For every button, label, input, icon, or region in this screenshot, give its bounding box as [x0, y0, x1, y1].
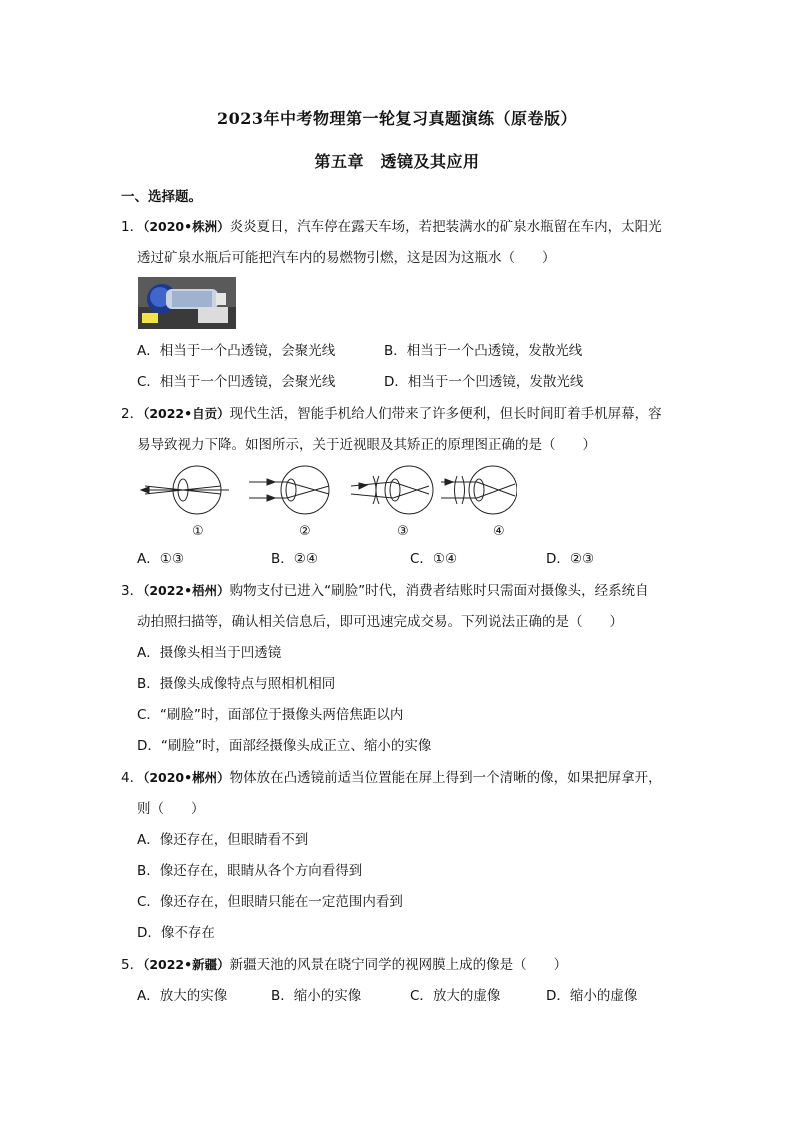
section-heading: 一、选择题。: [121, 189, 202, 205]
question-source: （2022•梧州）: [143, 583, 230, 598]
question-4-line-2: 则（ ）: [137, 801, 205, 817]
question-1-option-a: A．相当于一个凸透镜，会聚光线: [137, 343, 336, 359]
question-1-line-2: 透过矿泉水瓶后可能把汽车内的易燃物引燃，这是因为这瓶水（ ）: [137, 250, 556, 266]
question-2: [121, 404, 662, 424]
eye-diagram-2: [249, 466, 329, 514]
question-5: [121, 955, 567, 975]
question-2-option-c: C．①④: [410, 551, 458, 567]
question-2-option-b: B．②④: [271, 551, 318, 567]
figure-label-4: ④: [493, 524, 505, 539]
question-1-option-b: B．相当于一个凸透镜，发散光线: [384, 343, 583, 359]
question-3-option-a: A．摄像头相当于凹透镜: [137, 645, 282, 661]
eye-diagram-3: [351, 466, 433, 514]
water-bottle-photo: [138, 277, 236, 329]
question-5-option-c: C．放大的虚像: [410, 988, 501, 1004]
question-text: 购物支付已进入“刷脸”时代，消费者结账时只需面对摄像头，经系统自: [229, 583, 649, 599]
eye-diagram-4: [441, 466, 517, 514]
figure-label-1: ①: [192, 524, 204, 539]
question-2-option-a: A．①③: [137, 551, 184, 567]
question-5-option-d: D．缩小的虚像: [546, 988, 638, 1004]
question-number: 5．: [121, 957, 144, 973]
question-source: （2022•新疆）: [143, 957, 230, 972]
question-4-option-c: C．像还存在，但眼睛只能在一定范围内看到: [137, 894, 403, 910]
question-4-option-d: D．像不存在: [137, 925, 215, 941]
question-4-option-a: A．像还存在，但眼睛看不到: [137, 832, 309, 848]
question-text: 现代生活，智能手机给人们带来了许多便利，但长时间盯着手机屏幕，容: [229, 406, 662, 422]
figure-label-2: ②: [299, 524, 311, 539]
question-number: 2．: [121, 406, 144, 422]
figure-label-3: ③: [397, 524, 409, 539]
question-text: 新疆天池的风景在晓宁同学的视网膜上成的像是（ ）: [229, 957, 568, 973]
question-number: 4．: [121, 770, 144, 786]
eye-diagram-1: [141, 466, 231, 514]
question-text: 物体放在凸透镜前适当位置能在屏上得到一个清晰的像，如果把屏拿开，: [229, 770, 662, 786]
question-5-option-a: A．放大的实像: [137, 988, 228, 1004]
question-source: （2022•自贡）: [143, 406, 230, 421]
question-3-line-2: 动拍照扫描等，确认相关信息后，即可迅速完成交易。下列说法正确的是（ ）: [137, 614, 623, 630]
document-title: 2023年中考物理第一轮复习真题演练（原卷版）: [216, 109, 578, 128]
question-2-line-2: 易导致视力下降。如图所示，关于近视眼及其矫正的原理图正确的是（ ）: [137, 437, 596, 453]
question-source: （2020•株洲）: [143, 219, 230, 234]
question-number: 3．: [121, 583, 144, 599]
question-1: [121, 217, 662, 237]
question-3-option-d: D．“刷脸”时，面部经摄像头成正立、缩小的实像: [137, 738, 432, 754]
question-source: （2020•郴州）: [143, 770, 230, 785]
question-5-option-b: B．缩小的实像: [271, 988, 362, 1004]
question-4: [121, 768, 662, 788]
question-text: 炎炎夏日，汽车停在露天车场，若把装满水的矿泉水瓶留在车内，太阳光: [229, 219, 662, 235]
question-3-option-c: C．“刷脸”时，面部位于摄像头两倍焦距以内: [137, 707, 404, 723]
question-3: [121, 581, 649, 601]
question-3-option-b: B．摄像头成像特点与照相机相同: [137, 676, 336, 692]
question-4-option-b: B．像还存在，眼睛从各个方向看得到: [137, 863, 363, 879]
question-1-option-d: D．相当于一个凹透镜，发散光线: [384, 374, 584, 390]
question-1-option-c: C．相当于一个凹透镜，会聚光线: [137, 374, 336, 390]
chapter-title: 第五章 透镜及其应用: [314, 152, 480, 171]
question-number: 1．: [121, 219, 144, 235]
question-2-option-d: D．②③: [546, 551, 595, 567]
